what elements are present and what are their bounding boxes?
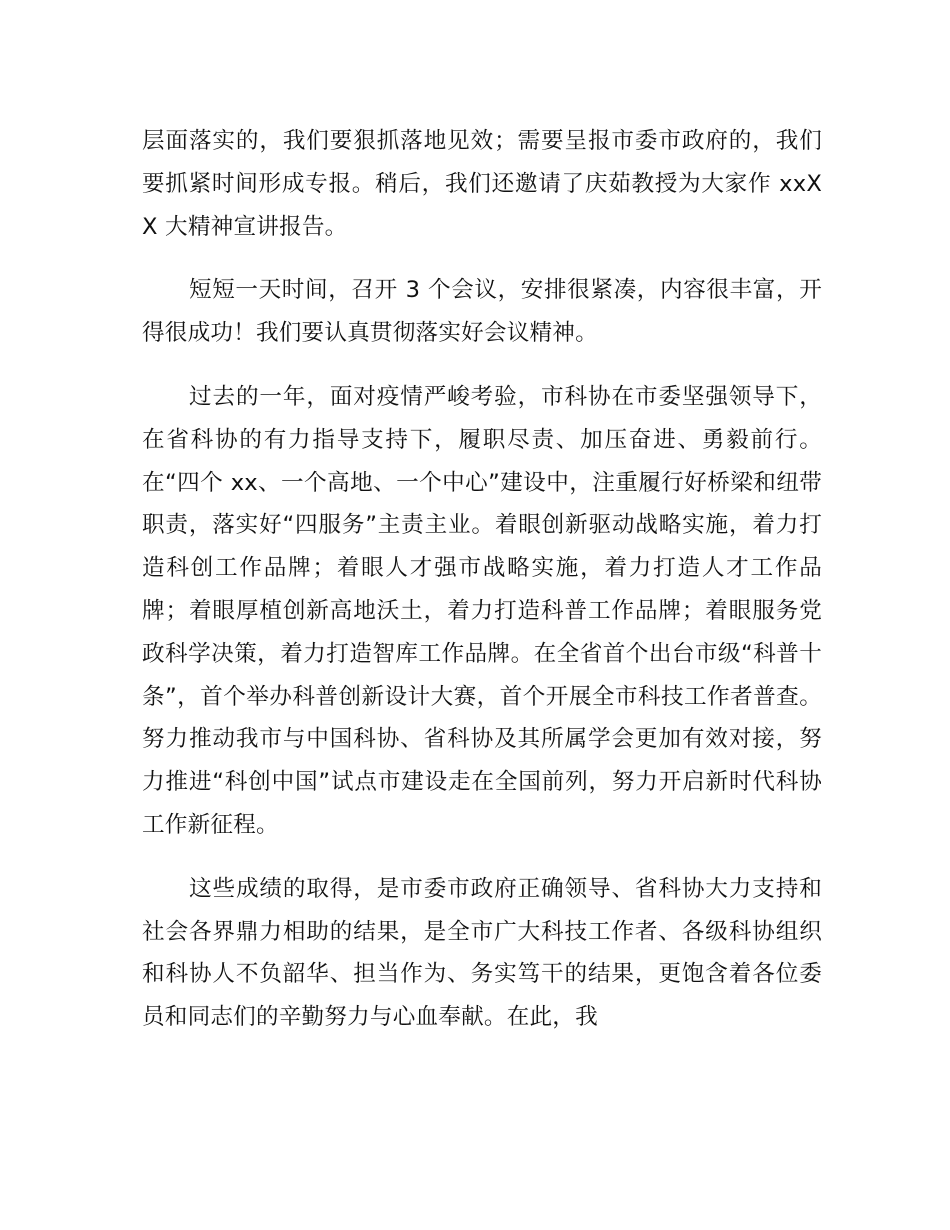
- paragraph-continuation: 层面落实的，我们要狠抓落地见效；需要呈报市委市政府的，我们要抓紧时间形成专报。稍后，我们还邀请了庆茹教授为大家作 xxXX 大精神宣讲报告。: [142, 128, 822, 240]
- paragraph-annual-review: 过去的一年，面对疫情严峻考验，市科协在市委坚强领导下，在省科协的有力指导支持下，履职尽责、加压奋进、勇毅前行。在“四个 xx、一个高地、一个中心”建设中，注重履行好桥梁和纽带职责，落实好“四服务”主责主业。着眼创新驱动战略实施，着力打造科创工作品牌；着眼人才强市战略实施，着力打造人才工作品牌；着眼厚植创新高地沃土，着力打造科普工作品牌；着眼服务党政科学决策，着力打造智库工作品牌。在全省首个出台市级“科普十条”，首个举办科普创新设计大赛，首个开展全市科技工作者普查。努力推动我市与中国科协、省科协及其所属学会更加有效对接，努力推进“科创中国”试点市建设走在全国前列，努力开启新时代科协工作新征程。: [142, 383, 822, 838]
- document-body: [142, 120, 822, 1060]
- paragraph-acknowledgement: 这些成绩的取得，是市委市政府正确领导、省科协大力支持和社会各界鼎力相助的结果，是全市广大科技工作者、各级科协组织和科协人不负韶华、担当作为、务实笃干的结果，更饱含着各位委员和同志们的辛勤努力与心血奉献。在此，我: [142, 875, 822, 1031]
- paragraph-meeting-summary: 短短一天时间，召开 3 个会议，安排很紧凑，内容很丰富，开得很成功！我们要认真贯彻落实好会议精神。: [142, 277, 822, 347]
